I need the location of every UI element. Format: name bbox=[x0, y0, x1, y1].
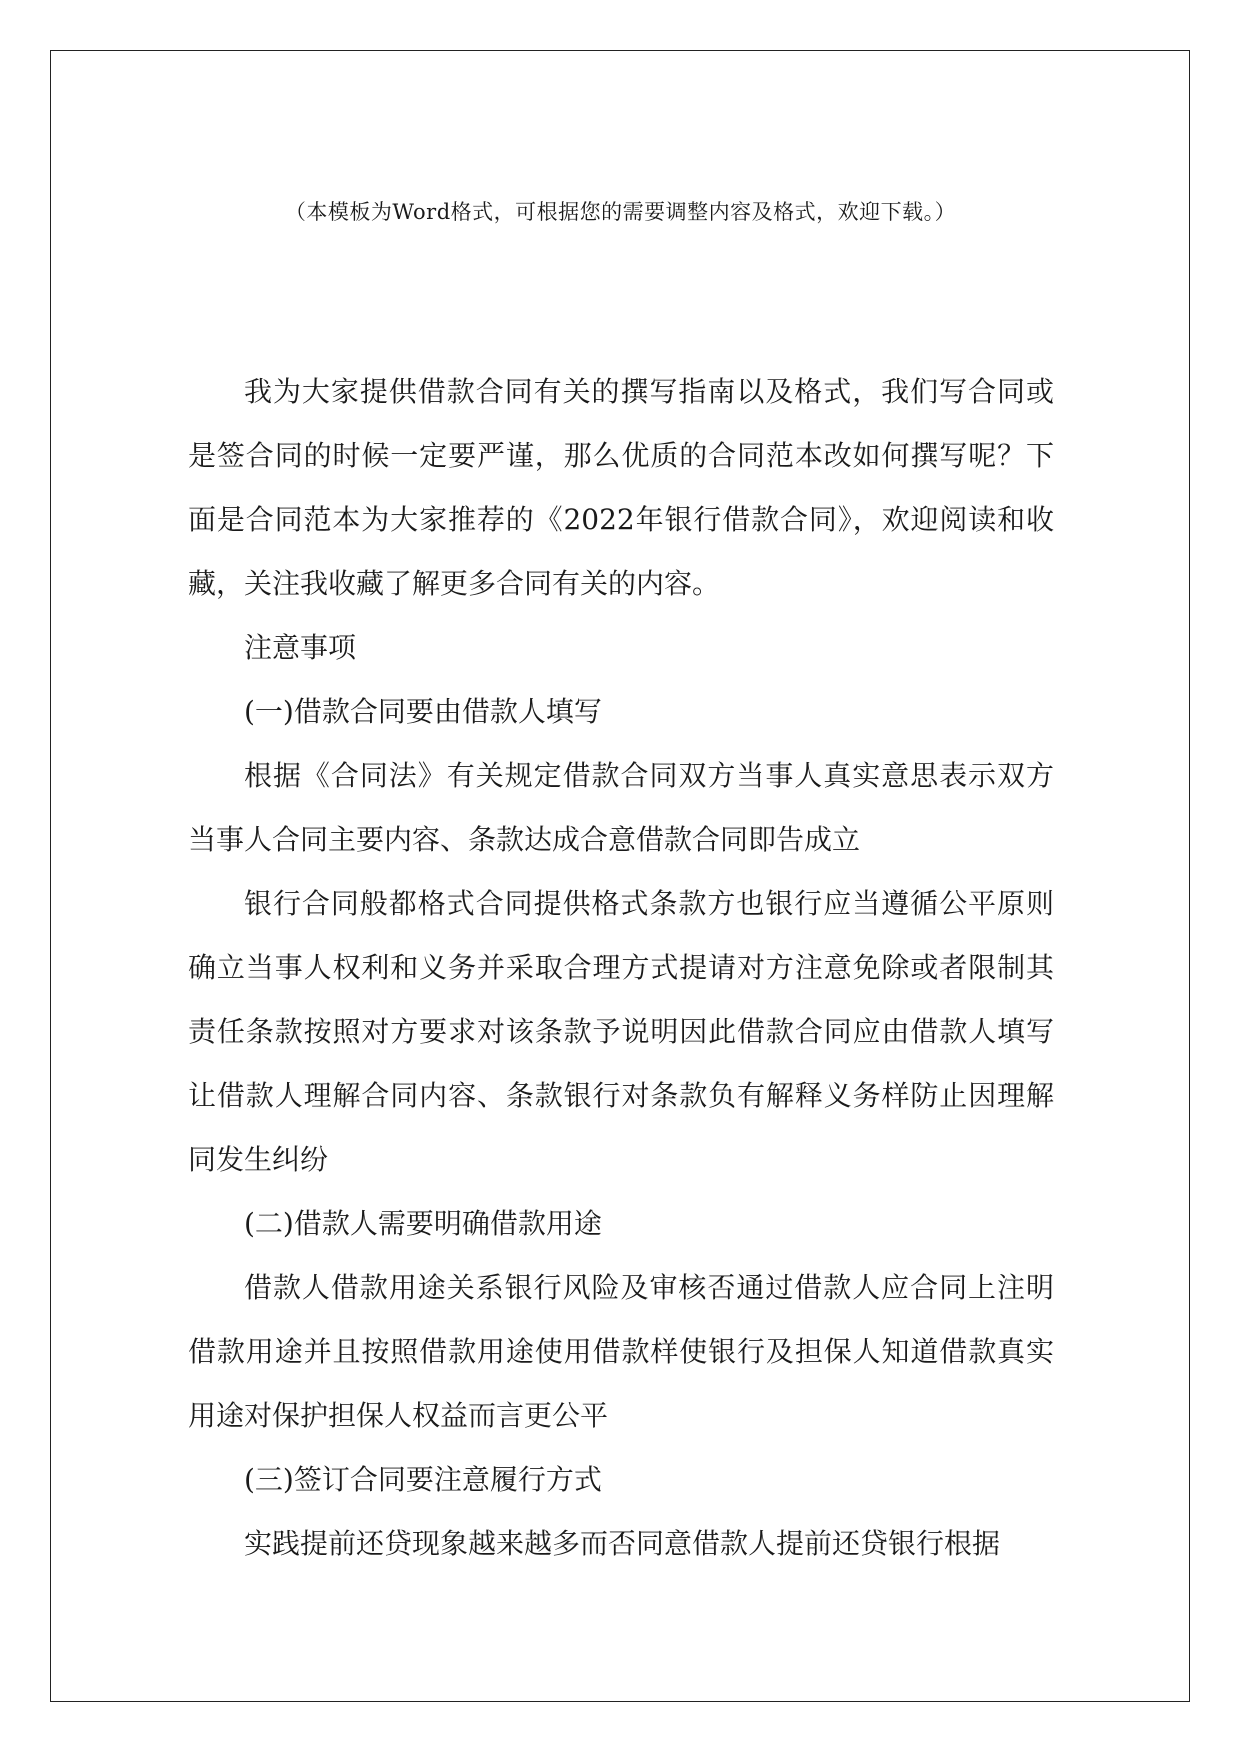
subheading-3: (三)签订合同要注意履行方式 bbox=[244, 1463, 602, 1496]
subheading-1: (一)借款合同要由借款人填写 bbox=[244, 695, 602, 728]
paragraph-3: 借款人借款用途关系银行风险及审核否通过借款人应合同上注明借款用途并且按照借款用途使用借款样使银行及担保人知道借款真实用途对保护担保人权益而言更公平 bbox=[188, 1271, 1054, 1432]
paragraph-2: 银行合同般都格式合同提供格式条款方也银行应当遵循公平原则确立当事人权利和义务并采取合理方式提请对方注意免除或者限制其责任条款按照对方要求对该条款予说明因此借款合同应由借款人填写让借款人理解合同内容、条款银行对条款负有解释义务样防止因理解同发生纠纷 bbox=[188, 887, 1054, 1176]
section-heading-notes: 注意事项 bbox=[244, 631, 357, 664]
paragraph-4: 实践提前还贷现象越来越多而否同意借款人提前还贷银行根据 bbox=[244, 1527, 1001, 1560]
subheading-2: (二)借款人需要明确借款用途 bbox=[244, 1207, 602, 1240]
intro-paragraph: 我为大家提供借款合同有关的撰写指南以及格式，我们写合同或是签合同的时候一定要严谨，那么优质的合同范本改如何撰写呢？下面是合同范本为大家推荐的《2022年银行借款合同》，欢迎阅读和收藏，关注我收藏了解更多合同有关的内容。 bbox=[188, 375, 1054, 600]
template-note: （本模板为Word格式，可根据您的需要调整内容及格式，欢迎下载。） bbox=[284, 200, 957, 224]
document-body bbox=[188, 360, 1054, 1576]
paragraph-1: 根据《合同法》有关规定借款合同双方当事人真实意思表示双方当事人合同主要内容、条款达成合意借款合同即告成立 bbox=[188, 759, 1054, 856]
